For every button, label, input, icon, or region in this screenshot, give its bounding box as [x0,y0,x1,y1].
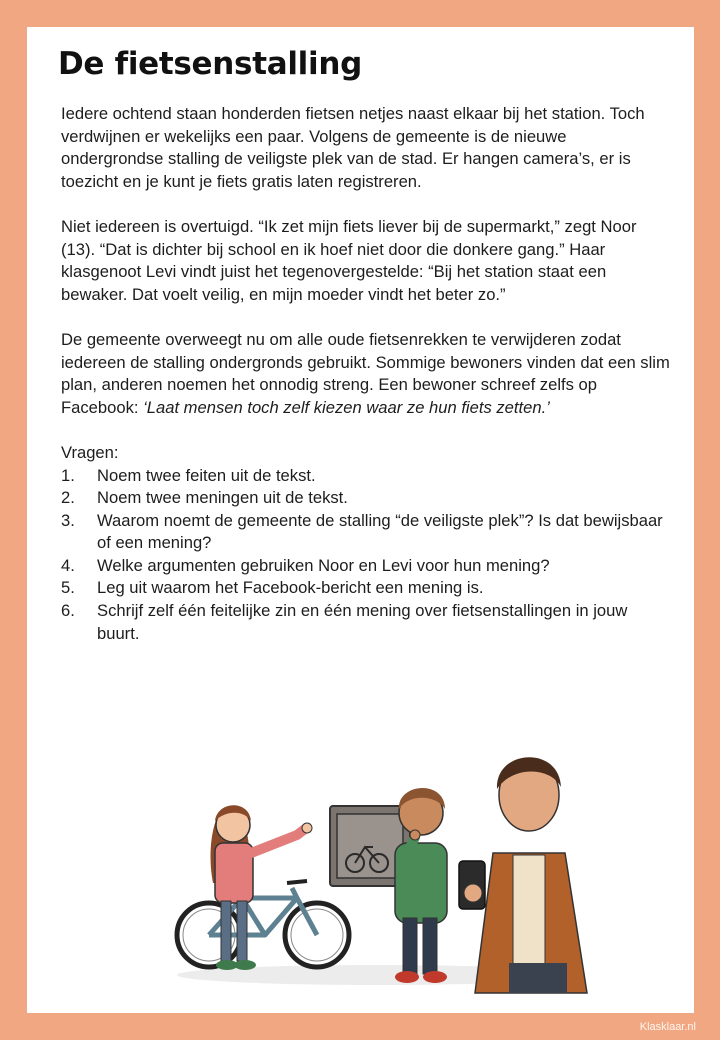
girl-figure [211,805,312,970]
paragraph-3 [61,329,671,419]
footer-brand: Klasklaar.nl [639,1021,696,1033]
boy-figure [395,788,447,983]
question-number: 5. [61,578,75,598]
bicycle-icon [177,881,349,967]
questions-heading: Vragen: [61,442,119,462]
question-text: Schrijf zelf één feitelijke zin en één mening over fietsenstallingen in jouw buurt. [97,601,628,643]
question-item [61,600,671,645]
paragraph-3-text: De gemeente overweegt nu om alle oude fietsenrekken te verwijderen zodat iedereen de stalling ondergronds gebruikt. Sommige bewoners vinden dat een slim plan, anderen noemen het onnodig streng. Een bewoner schreef zelfs op Facebook: [61,329,670,417]
question-item [61,465,671,488]
question-text: Leg uit waarom het Facebook-bericht een mening is. [97,578,484,598]
question-number: 3. [61,510,75,530]
man-figure [459,757,587,993]
questions-list [61,465,671,646]
question-text: Welke argumenten gebruiken Noor en Levi voor hun mening? [97,555,550,575]
page-title: De fietsenstalling [58,46,362,82]
worksheet-card [27,27,694,1013]
question-item [61,487,671,510]
paragraph-2: Niet iedereen is overtuigd. “Ik zet mijn fiets liever bij de supermarkt,” zegt Noor (13). “Dat is dichter bij school en ik hoef niet door die donkere gang.” Haar klasgenoot Levi vindt juist het tegenovergestelde: “Bij het station staat een bewaker. Dat voelt veilig, en mijn moeder vindt het beter zo.” [61,216,637,304]
question-text: Noem twee feiten uit de tekst. [97,465,316,485]
question-number: 6. [61,601,75,621]
paragraph-1: Iedere ochtend staan honderden fietsen netjes naast elkaar bij het station. Toch verdwijnen er wekelijks een paar. Volgens de gemeente is de nieuwe ondergrondse stalling de veiligste plek van de stad. Er hangen camera’s, er is toezicht en je kunt je fiets gratis laten registreren. [61,104,645,191]
question-item [61,577,671,600]
article-body [61,103,671,645]
illustration [147,713,607,1003]
question-text: Noem twee meningen uit de tekst. [97,488,348,508]
facebook-quote: ‘Laat mensen toch zelf kiezen waar ze hun fiets zetten.’ [143,397,550,417]
question-item [61,510,671,555]
question-text: Waarom noemt de gemeente de stalling “de veiligste plek”? Is dat bewijsbaar of een mening? [97,510,663,553]
question-number: 2. [61,488,75,508]
question-number: 1. [61,465,75,485]
question-number: 4. [61,555,75,575]
question-item [61,555,671,578]
